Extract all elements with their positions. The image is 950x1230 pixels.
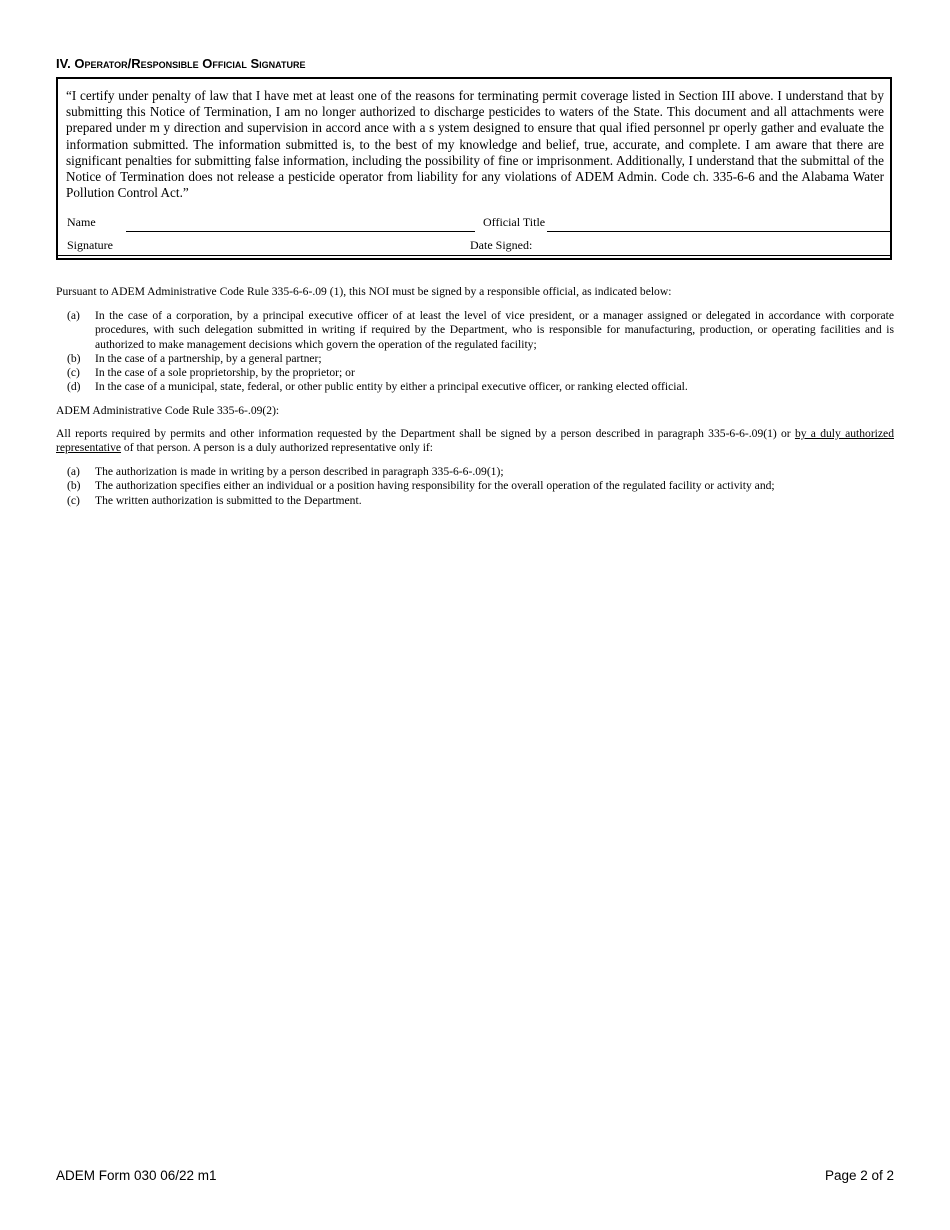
duly-authorized-representative: by a duly authorized representative xyxy=(56,427,894,455)
signature-field[interactable] xyxy=(126,255,462,256)
list-item xyxy=(56,494,894,508)
list-item-text: In the case of a municipal, state, federal, or other public entity by either a principal executive officer, or ranking elected official. xyxy=(95,380,688,394)
form-id: ADEM Form 030 06/22 m1 xyxy=(56,1168,217,1183)
list-item-text: The written authorization is submitted to the Department. xyxy=(95,493,362,507)
rule-09-1-list xyxy=(56,309,894,395)
rule-09-2-paragraph-end: of that person. A person is a duly authorized representative only if: xyxy=(121,441,434,455)
list-item-letter: (c) xyxy=(67,366,80,380)
name-label: Name xyxy=(67,215,96,229)
list-item-letter: (a) xyxy=(67,309,80,322)
rule-09-2-list xyxy=(56,465,894,508)
date-signed-field[interactable] xyxy=(546,255,892,256)
list-item xyxy=(56,479,894,493)
list-item xyxy=(56,366,894,380)
list-item-text: In the case of a corporation, by a principal executive officer of at least the level of vice president, or a manager assigned or delegated in accordance with corporate procedures, with such delegation submitted in writing if required by the Department, who is responsible for manufacturing, production, or operating facilities and is authorized to make management decisions which govern the operation of the regulated facility; xyxy=(95,309,894,351)
rule-09-1-intro: Pursuant to ADEM Administrative Code Rule 335-6-6-.09 (1), this NOI must be signed by a responsible official, as indicated below: xyxy=(56,285,672,298)
list-item xyxy=(56,380,894,394)
certification-statement: “I certify under penalty of law that I have met at least one of the reasons for terminating permit coverage listed in Section III above. I understand that by submitting this Notice of Termination, I am no longer authorized to discharge pesticides to waters of the State. This document and all attachments were prepared under m y direction and supervision in accord ance with a s ystem designed to ensure that qual ified personnel pr operly gather and evaluate the information submitted. The information submitted is, to the best of my knowledge and belief, true, accurate, and complete. I am aware that there are significant penalties for submitting false information, including the possibility of fine or imprisonment. Additionally, I understand that the submittal of the Notice of Termination does not release a pesticide operator from liability for any violations of ADEM Admin. Code ch. 335-6-6 and the Alabama Water Pollution Control Act.” xyxy=(66,88,884,201)
list-item-text: The authorization specifies either an individual or a position having responsibility for the overall operation of the regulated facility or activity and; xyxy=(95,479,775,493)
section-title: Operator/Responsible Official Signature xyxy=(74,56,306,71)
list-item xyxy=(56,309,894,352)
list-item-letter: (a) xyxy=(67,465,80,478)
list-item-text: In the case of a sole proprietorship, by the proprietor; or xyxy=(95,366,355,380)
rule-09-2-heading: ADEM Administrative Code Rule 335-6-.09(2): xyxy=(56,404,280,417)
list-item-text: In the case of a partnership, by a general partner; xyxy=(95,351,322,365)
rule-09-2-paragraph-start: All reports required by permits and other information requested by the Department shall be signed by a person described in paragraph 335-6-6-.09(1) or xyxy=(56,427,795,440)
name-field[interactable] xyxy=(126,231,475,232)
list-item xyxy=(56,352,894,366)
official-title-field[interactable] xyxy=(547,231,892,232)
rule-09-2-paragraph xyxy=(56,427,894,456)
list-item xyxy=(56,465,894,479)
section-number: IV. xyxy=(56,56,71,71)
certification-box xyxy=(56,77,892,260)
section-heading xyxy=(56,56,305,72)
official-title-label: Official Title xyxy=(483,215,546,229)
list-item-letter: (c) xyxy=(67,493,80,507)
page-number: Page 2 of 2 xyxy=(824,1168,894,1183)
list-item-letter: (b) xyxy=(67,351,81,365)
signature-label: Signature xyxy=(67,238,113,252)
list-item-letter: (b) xyxy=(67,479,81,493)
list-item-text: The authorization is made in writing by a person described in paragraph 335-6-6-.09(1); xyxy=(95,465,504,478)
list-item-letter: (d) xyxy=(67,380,81,394)
date-signed-label: Date Signed: xyxy=(470,238,533,252)
